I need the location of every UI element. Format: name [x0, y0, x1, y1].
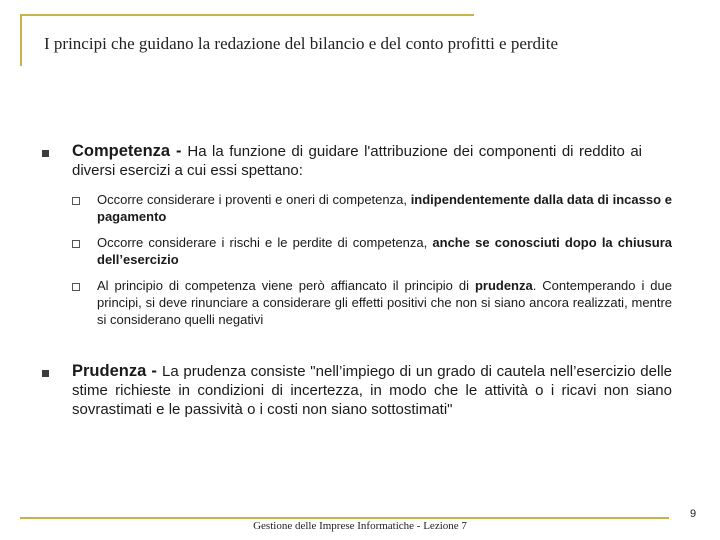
bullet-competenza	[72, 142, 642, 180]
bullet-text: La prudenza consiste "nell’impiego di un grado di cautela nell’esercizio delle stime richieste in condizioni di incertezza, in modo che le attività o i ricavi non siano sovrastimati e le passività o i costi non siano sottostimati"	[72, 363, 672, 418]
sub-bullet-icon	[72, 283, 80, 291]
page-number: 9	[690, 508, 697, 520]
sub-item	[97, 277, 672, 328]
slide-title: I principi che guidano la redazione del bilancio e del conto profitti e perdite	[44, 34, 559, 53]
sub-bullet-icon	[72, 197, 80, 205]
sub-item-emphasis: anche se conosciuti dopo la chiusura dell’esercizio	[97, 235, 672, 267]
slide-footer: Gestione delle Imprese Informatiche - Lezione 7	[253, 520, 467, 532]
sub-item-text: Occorre considerare i proventi e oneri di competenza,	[97, 192, 411, 207]
title-frame-top-border	[20, 14, 474, 16]
sub-item-text: Occorre considerare i rischi e le perdite di competenza,	[97, 235, 433, 250]
bullet-square-icon	[42, 370, 49, 377]
bullet-text: Ha la funzione di guidare l'attribuzione dei componenti di reddito ai diversi esercizi a cui essi spettano:	[72, 143, 642, 179]
footer-divider	[20, 517, 669, 519]
bullet-term: Prudenza -	[72, 362, 162, 380]
sub-bullet-icon	[72, 240, 80, 248]
sub-item-emphasis: prudenza	[474, 278, 533, 293]
sub-item-emphasis: indipendentemente dalla data di incasso e pagamento	[97, 192, 672, 224]
sub-item-text: Al principio di competenza viene però affiancato il principio di	[97, 278, 475, 293]
bullet-term: Competenza -	[72, 142, 188, 160]
title-frame-left-border	[20, 14, 22, 66]
sub-item-after: . Contemperando i due principi, si deve rinunciare a considerare gli effetti positivi che non si siano ancora realizzati, mentre si considerano quelli negativi	[97, 278, 672, 327]
bullet-square-icon	[42, 150, 49, 157]
sub-item	[97, 234, 672, 268]
bullet-prudenza	[72, 362, 672, 419]
sub-item	[97, 191, 672, 225]
